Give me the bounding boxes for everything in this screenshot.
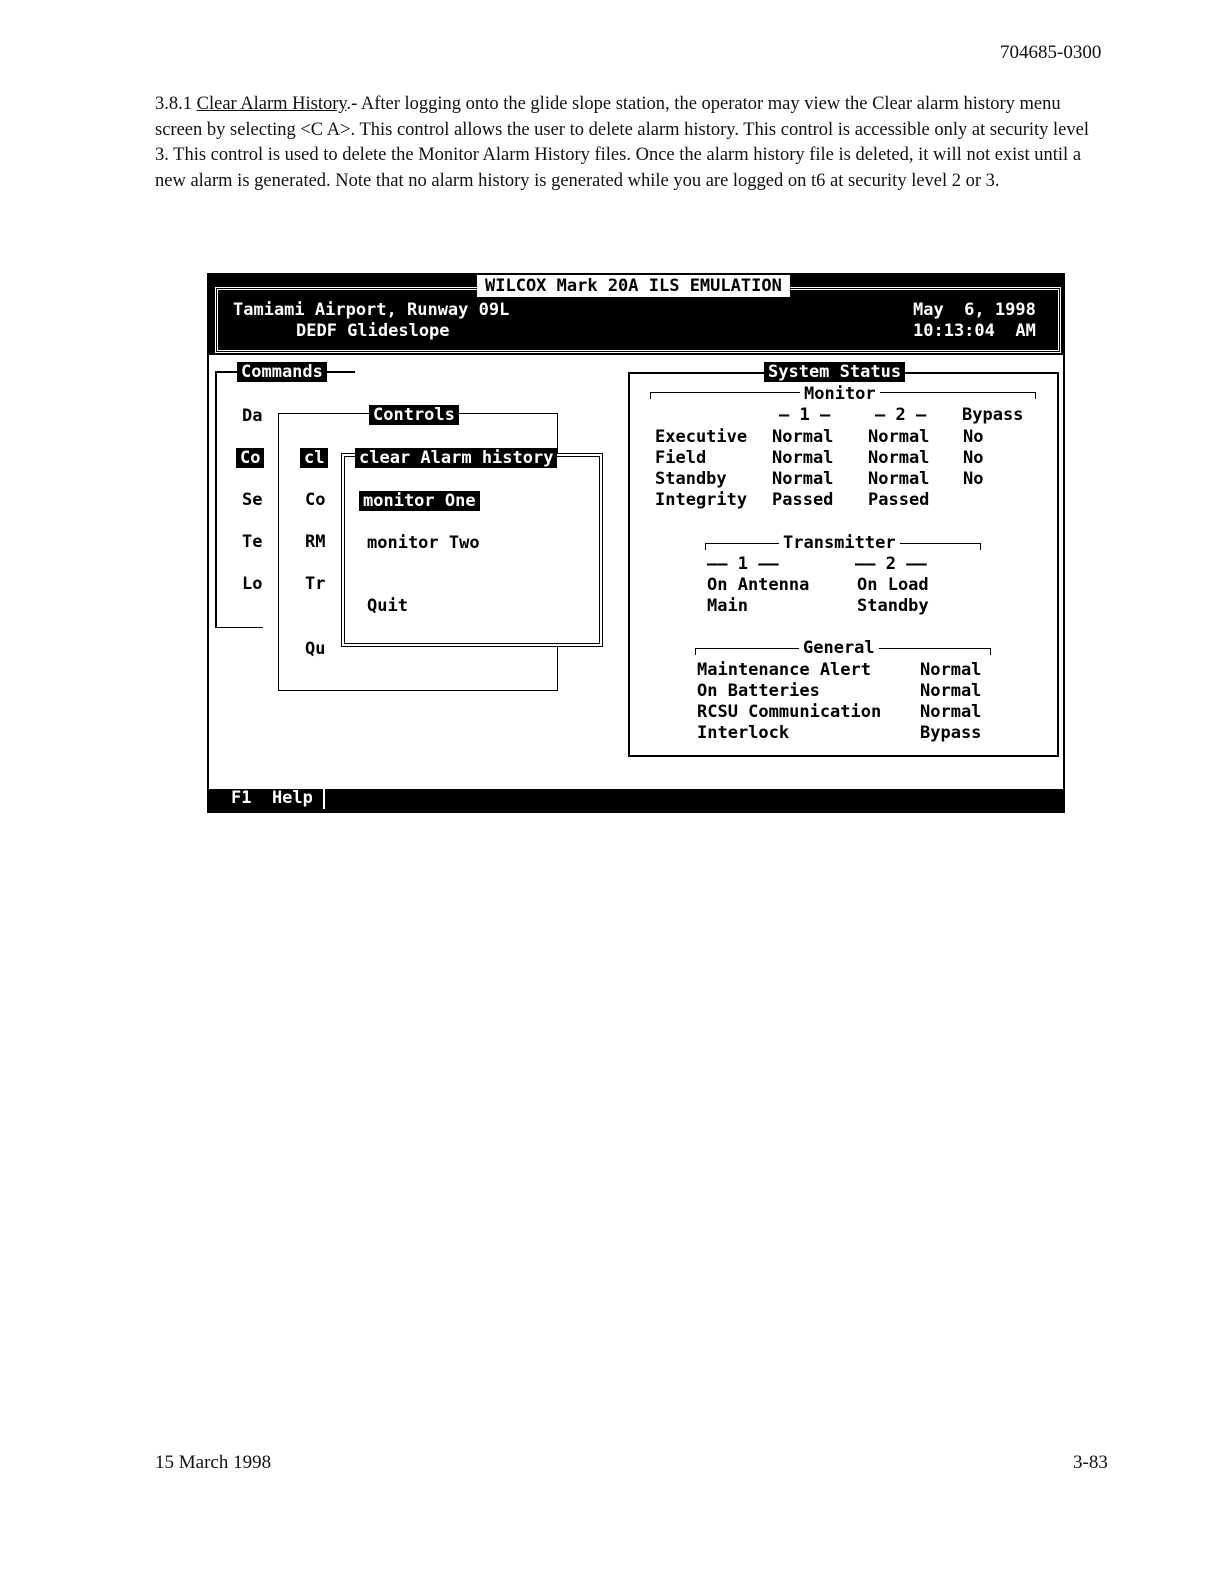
section-body: .- After logging onto the glide slope station, the operator may view the Clear alarm history menu screen by selecting <C A>. This control allows the user to delete alarm history. This control is accessible only at security level 3. This control is used to delete the Monitor Alarm History files. Once the alarm history file is deleted, it will not exist until a new alarm is generated. Note that no alarm history is generated while you are logged on t6 at security level 2 or 3. <box>155 94 1089 191</box>
station-label: DEDF Glideslope <box>296 321 450 341</box>
section-paragraph <box>155 92 1090 194</box>
general-row-value: Normal <box>920 660 982 680</box>
transmitter-1-value: On Antenna <box>707 575 810 595</box>
footer-page-number: 3-83 <box>1073 1452 1108 1473</box>
terminal-screen <box>207 273 1065 813</box>
monitor-col-bypass-header: Bypass <box>962 405 1024 425</box>
general-row-label: Interlock <box>697 723 790 743</box>
monitor-row-bypass: No <box>963 469 984 489</box>
general-row-label: Maintenance Alert <box>697 660 871 680</box>
general-row-label: RCSU Communication <box>697 702 882 722</box>
monitor-row-m2: Normal <box>868 427 930 447</box>
clear-alarm-history-title: clear Alarm history <box>355 448 557 469</box>
transmitter-1-value: Main <box>707 596 748 616</box>
monitor-row-label: Integrity <box>655 490 748 510</box>
control-item-rm[interactable]: RM <box>305 532 326 552</box>
monitor-row-m2: Passed <box>868 490 930 510</box>
transmitter-col-2-header: —— 2 —— <box>855 554 927 574</box>
monitor-title: Monitor <box>800 384 880 405</box>
header-bar <box>209 275 1063 355</box>
transmitter-title: Transmitter <box>779 533 900 554</box>
command-item-controls[interactable]: Co <box>236 448 264 469</box>
transmitter-col-1-header: —— 1 —— <box>707 554 779 574</box>
general-row-label: On Batteries <box>697 681 820 701</box>
section-number: 3.8.1 <box>155 94 197 114</box>
help-key-button[interactable]: F1 Help <box>219 788 325 809</box>
system-status-title: System Status <box>764 362 905 383</box>
commands-panel-bottom-edge <box>215 627 263 628</box>
command-item-data[interactable]: Da <box>242 406 263 426</box>
command-item-test[interactable]: Te <box>242 532 263 552</box>
monitor-row-m1: Normal <box>772 448 834 468</box>
control-item-clear[interactable]: cl <box>300 448 328 469</box>
command-item-log[interactable]: Lo <box>242 574 263 594</box>
footer-date: 15 March 1998 <box>155 1452 272 1473</box>
general-row-value: Normal <box>920 681 982 701</box>
monitor-row-bypass: No <box>963 427 984 447</box>
transmitter-2-value: Standby <box>857 596 929 616</box>
monitor-row-label: Standby <box>655 469 727 489</box>
monitor-col-2-header: — 2 — <box>875 405 927 425</box>
commands-panel-left-edge <box>215 373 217 627</box>
monitor-row-m2: Normal <box>868 469 930 489</box>
monitor-row-m2: Normal <box>868 448 930 468</box>
bottom-bar <box>209 789 1063 811</box>
control-item-quit[interactable]: Qu <box>305 639 326 659</box>
control-item-transmitter[interactable]: Tr <box>305 574 326 594</box>
location-label: Tamiami Airport, Runway 09L <box>233 300 510 320</box>
monitor-col-1-header: — 1 — <box>779 405 831 425</box>
monitor-row-m1: Passed <box>772 490 834 510</box>
monitor-row-m1: Normal <box>772 427 834 447</box>
command-item-security[interactable]: Se <box>242 490 263 510</box>
section-heading: Clear Alarm History <box>196 94 347 114</box>
menu-item-monitor-two[interactable]: monitor Two <box>367 533 480 553</box>
document-number: 704685-0300 <box>1000 42 1102 63</box>
monitor-row-label: Field <box>655 448 707 468</box>
date-label: May 6, 1998 <box>913 300 1036 320</box>
transmitter-2-value: On Load <box>857 575 929 595</box>
monitor-row-m1: Normal <box>772 469 834 489</box>
monitor-row-label: Executive <box>655 427 748 447</box>
commands-title: Commands <box>237 362 327 383</box>
control-item-config[interactable]: Co <box>305 490 326 510</box>
time-label: 10:13:04 AM <box>913 321 1036 341</box>
controls-title: Controls <box>369 405 459 426</box>
menu-item-quit[interactable]: Quit <box>367 596 408 616</box>
monitor-row-bypass: No <box>963 448 984 468</box>
app-title: WILCOX Mark 20A ILS EMULATION <box>477 275 790 297</box>
general-title: General <box>799 638 879 659</box>
general-row-value: Bypass <box>920 723 982 743</box>
general-row-value: Normal <box>920 702 982 722</box>
menu-item-monitor-one[interactable]: monitor One <box>359 491 480 512</box>
